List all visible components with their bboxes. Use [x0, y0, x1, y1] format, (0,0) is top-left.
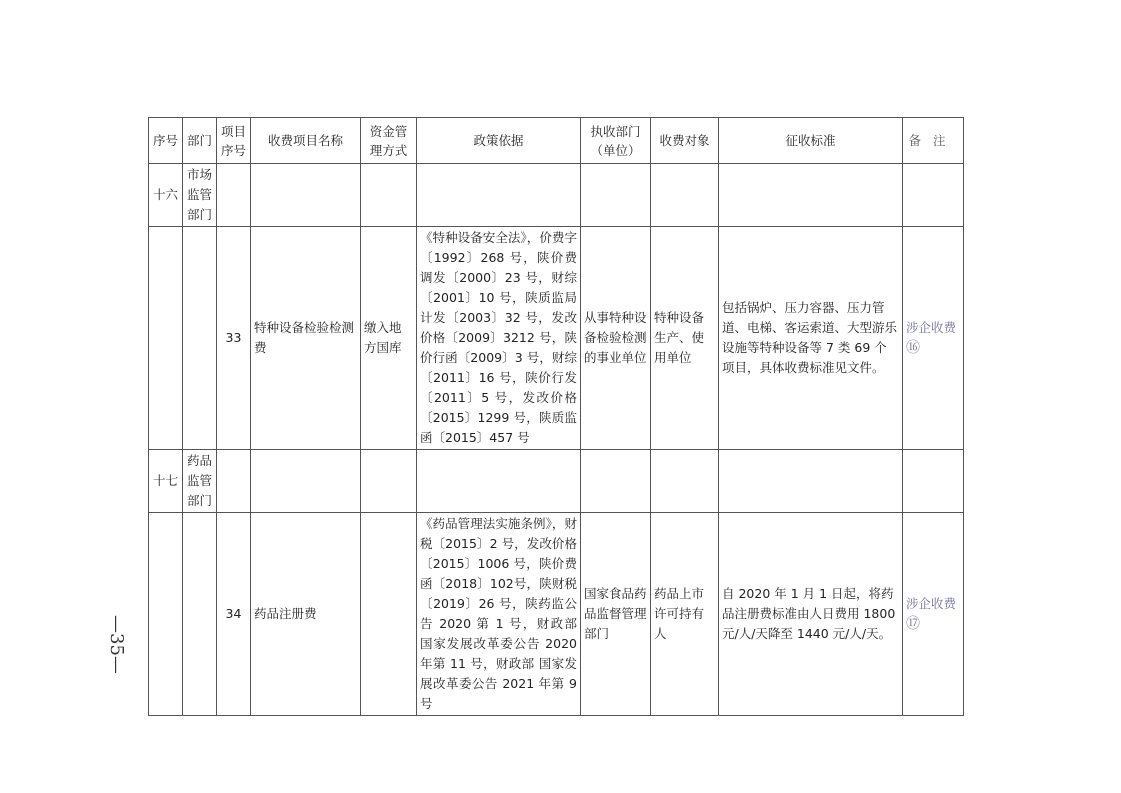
- header-item-no: 项目序号: [217, 118, 251, 164]
- empty-cell: [149, 227, 183, 450]
- empty-cell: [217, 450, 251, 513]
- policy-basis: 《药品管理法实施条例》，财税〔2015〕2 号，发改价格〔2015〕1006 号，陕价费函〔2018〕102号，陕财税〔2019〕26 号，陕药监公告 2020 第 1 号，财政部 国家发展改革委公告 2020 年第 11 号，财政部 国家发展改革委公告 2021 年第 9 号: [417, 513, 581, 716]
- payer: 药品上市许可持有人: [651, 513, 719, 716]
- item-row: [149, 513, 964, 716]
- collector: 从事特种设备检验检测的事业单位: [581, 227, 651, 450]
- section-dept: 市场监管部门: [183, 164, 217, 227]
- remarks-text: 涉企收费: [906, 596, 957, 611]
- empty-cell: [217, 164, 251, 227]
- section-seq: 十七: [149, 450, 183, 513]
- empty-cell: [417, 164, 581, 227]
- collector: 国家食品药品监督管理部门: [581, 513, 651, 716]
- empty-cell: [719, 450, 903, 513]
- remarks: [903, 227, 964, 450]
- empty-cell: [361, 450, 417, 513]
- fee-table: [148, 117, 964, 716]
- section-seq: 十六: [149, 164, 183, 227]
- header-payer: 收费对象: [651, 118, 719, 164]
- standard: 包括锅炉、压力容器、压力管道、电梯、客运索道、大型游乐设施等特种设备等 7 类 69 个项目，具体收费标准见文件。: [719, 227, 903, 450]
- standard: 自 2020 年 1 月 1 日起，将药品注册费标准由人日费用 1800 元/人/天降至 1440 元/人/天。: [719, 513, 903, 716]
- section-row: [149, 164, 964, 227]
- header-fee-name: 收费项目名称: [251, 118, 361, 164]
- fee-name: 特种设备检验检测费: [251, 227, 361, 450]
- header-seq: 序号: [149, 118, 183, 164]
- empty-cell: [581, 164, 651, 227]
- header-standard: 征收标准: [719, 118, 903, 164]
- fund-mgmt: [361, 513, 417, 716]
- header-fund-mgmt: 资金管理方式: [361, 118, 417, 164]
- header-row: [149, 118, 964, 164]
- empty-cell: [251, 450, 361, 513]
- fund-mgmt: 缴入地方国库: [361, 227, 417, 450]
- empty-cell: [251, 164, 361, 227]
- empty-cell: [719, 164, 903, 227]
- footnote-mark: ⑯: [906, 340, 920, 356]
- empty-cell: [903, 450, 964, 513]
- remarks: [903, 513, 964, 716]
- header-collector: 执收部门（单位）: [581, 118, 651, 164]
- empty-cell: [183, 513, 217, 716]
- section-row: [149, 450, 964, 513]
- item-no: 34: [217, 513, 251, 716]
- empty-cell: [183, 227, 217, 450]
- header-policy: 政策依据: [417, 118, 581, 164]
- fee-name: 药品注册费: [251, 513, 361, 716]
- header-dept: 部门: [183, 118, 217, 164]
- remarks-text: 涉企收费: [906, 320, 957, 335]
- page-number: —35—: [106, 615, 127, 674]
- item-row: [149, 227, 964, 450]
- empty-cell: [651, 164, 719, 227]
- item-no: 33: [217, 227, 251, 450]
- header-remarks: 备注: [903, 118, 964, 164]
- empty-cell: [581, 450, 651, 513]
- empty-cell: [361, 164, 417, 227]
- empty-cell: [903, 164, 964, 227]
- footnote-mark: ⑰: [906, 616, 920, 632]
- empty-cell: [149, 513, 183, 716]
- policy-basis: 《特种设备安全法》，价费字〔1992〕268 号，陕价费调发〔2000〕23 号，财综〔2001〕10 号，陕质监局计发〔2003〕32 号，发改价格〔2009〕3212 号，陕价行函〔2009〕3 号，财综〔2011〕16 号，陕价行发〔2011〕5 号，发改价格〔2015〕1299 号，陕质监函〔2015〕457 号: [417, 227, 581, 450]
- section-dept: 药品监管部门: [183, 450, 217, 513]
- empty-cell: [651, 450, 719, 513]
- empty-cell: [417, 450, 581, 513]
- payer: 特种设备生产、使用单位: [651, 227, 719, 450]
